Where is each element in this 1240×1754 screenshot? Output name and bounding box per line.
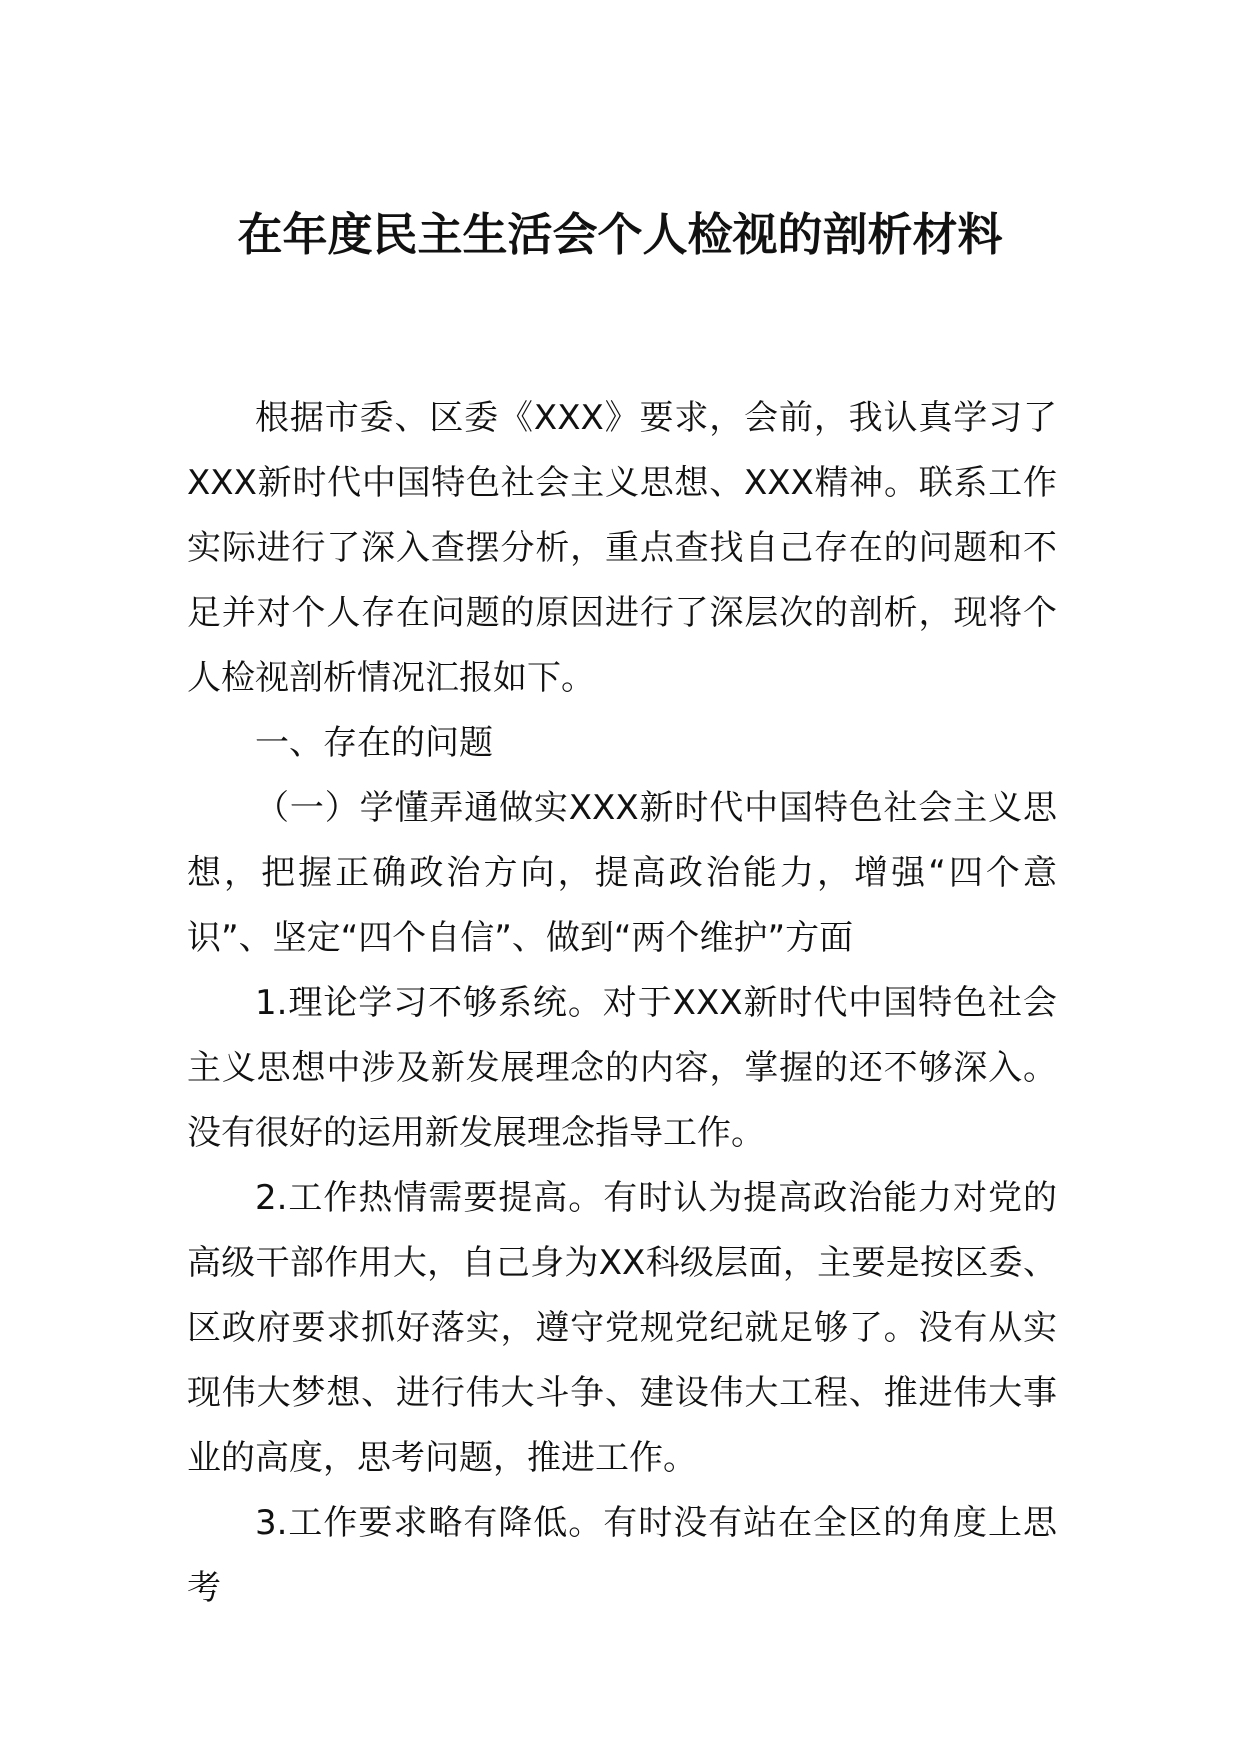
list-item: 3.工作要求略有降低。有时没有站在全区的角度上思考 — [187, 1503, 1057, 1608]
document-body — [187, 386, 1057, 1621]
subsection-heading: （一）学懂弄通做实XXX新时代中国特色社会主义思想，把握正确政治方向，提高政治能力，增强“四个意识”、坚定“四个自信”、做到“两个维护”方面 — [187, 788, 1057, 958]
document-title: 在年度民主生活会个人检视的剖析材料 — [237, 208, 1003, 261]
list-item: 2.工作热情需要提高。有时认为提高政治能力对党的高级干部作用大，自己身为XX科级层面，主要是按区委、区政府要求抓好落实，遵守党规党纪就足够了。没有从实现伟大梦想、进行伟大斗争、建设伟大工程、推进伟大事业的高度，思考问题，推进工作。 — [187, 1178, 1057, 1478]
section-heading: 一、存在的问题 — [255, 723, 493, 763]
paragraph-intro: 根据市委、区委《XXX》要求，会前，我认真学习了XXX新时代中国特色社会主义思想、XXX精神。联系工作实际进行了深入查摆分析，重点查找自己存在的问题和不足并对个人存在问题的原因进行了深层次的剖析，现将个人检视剖析情况汇报如下。 — [187, 398, 1057, 698]
list-item: 1.理论学习不够系统。对于XXX新时代中国特色社会主义思想中涉及新发展理念的内容，掌握的还不够深入。没有很好的运用新发展理念指导工作。 — [187, 983, 1057, 1153]
